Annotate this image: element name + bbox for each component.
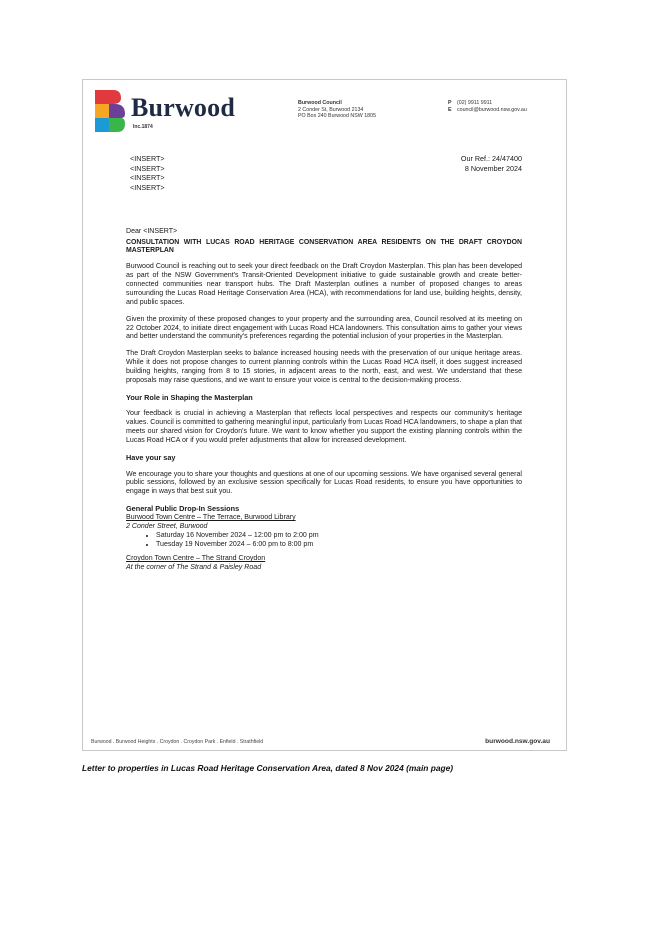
email-address: council@burwood.nsw.gov.au	[457, 106, 527, 113]
logo-shape-red	[95, 90, 121, 104]
council-name: Burwood Council	[298, 100, 342, 106]
letter-body	[126, 228, 522, 573]
our-reference: Our Ref.: 24/47400	[460, 154, 522, 163]
venue-croydon-address: At the corner of The Strand & Paisley Road	[126, 564, 262, 572]
footer-suburbs: Burwood . Burwood Heights . Croydon . Croydon Park . Enfield . Strathfield	[91, 739, 264, 745]
recipient-line: <INSERT>	[130, 173, 165, 183]
reference-block	[461, 154, 522, 173]
logo-shape-blue	[95, 118, 109, 132]
venue-burwood-address: 2 Conder Street, Burwood	[126, 522, 208, 530]
venue-burwood: Burwood Town Centre – The Terrace, Burwood Library	[126, 514, 296, 521]
email-line	[448, 107, 527, 114]
role-heading: Your Role in Shaping the Masterplan	[126, 392, 253, 402]
logo-shape-orange	[95, 104, 109, 118]
council-address-line: 2 Conder St, Burwood 2134	[298, 106, 364, 113]
recipient-address	[130, 154, 165, 192]
have-your-say-heading: Have your say	[126, 452, 176, 462]
recipient-line: <INSERT>	[130, 182, 165, 192]
burwood-logo-icon	[93, 88, 127, 134]
salutation: Dear <INSERT>	[126, 228, 178, 235]
session-times-list	[126, 532, 522, 550]
subject-line: CONSULTATION WITH LUCAS ROAD HERITAGE CONSERVATION AREA RESIDENTS ON THE DRAFT CROYDON MASTERPLAN	[126, 238, 522, 255]
recipient-line: <INSERT>	[130, 163, 165, 173]
phone-line	[448, 100, 527, 107]
figure-caption: Letter to properties in Lucas Road Heritage Conservation Area, dated 8 Nov 2024 (main page)	[82, 763, 454, 773]
council-address-block	[298, 100, 376, 120]
role-paragraph: Your feedback is crucial in achieving a Masterplan that reflects local perspectives and respects our community's heritage values. Council is committed to gathering meaningful input, particularly from Lucas Road HCA landowners, to shape a plan that meets our shared vision for Croydon's future. We want to know whether you support the existing planning controls within the Lucas Road HCA or if you would prefer adjustments that allow for increased development.	[126, 410, 523, 444]
council-address-line: PO Box 240 Burwood NSW 1805	[298, 113, 377, 120]
phone-label: P	[448, 100, 452, 106]
logo-shape-green	[109, 118, 125, 132]
sessions-heading: General Public Drop-In Sessions	[126, 504, 240, 514]
letter-page	[82, 79, 567, 751]
session-time: • Saturday 16 November 2024 – 12:00 pm to 2:00 pm	[156, 532, 522, 541]
brand-name: Burwood	[131, 93, 235, 122]
council-contact-block	[448, 100, 527, 113]
email-label: E	[448, 106, 452, 113]
session-time: • Tuesday 19 November 2024 – 6:00 pm to 8:00 pm	[156, 541, 522, 550]
phone-number: (02) 9911 9911	[457, 100, 493, 106]
footer-website: burwood.nsw.gov.au	[485, 738, 550, 745]
body-paragraph: The Draft Croydon Masterplan seeks to balance increased housing needs with the preservation of our unique heritage areas. While it does not propose changes to current planning controls within the Lucas Road HCA itself, it does suggest increased building heights, ranging from 8 to 15 stories, in adjacent areas to the north, east, and west. We understand that these proposals may raise questions, and we want to ensure your voice is central to the decision-making process.	[126, 350, 522, 384]
recipient-line: <INSERT>	[130, 154, 165, 163]
body-paragraph: Given the proximity of these proposed changes to your property and the surrounding area, Council resolved at its meeting on 22 October 2024, to initiate direct engagement with Lucas Road HCA landowners. This consultation aims to gather your views and better understand the community's preferences regarding the potential inclusion of your properties in the Masterplan.	[126, 315, 522, 341]
have-your-say-paragraph: We encourage you to share your thoughts and questions at one of our upcoming sessions. We have organised several general public sessions, followed by an exclusive session specifically for Lucas Road residents, to ensure you have opportunities to engage in ways that best suit you.	[126, 470, 522, 496]
logo-shape-purple	[109, 104, 125, 118]
brand-incorporation: Inc.1874	[133, 124, 153, 130]
letter-date: 8 November 2024	[464, 163, 522, 173]
body-paragraph: Burwood Council is reaching out to seek your direct feedback on the Draft Croydon Masterplan. This plan has been developed as part of the NSW Government's Transit-Oriented Development initiative to guide sustainable growth and create better-connected communities near transport hubs. The Draft Masterplan outlines a number of proposed changes to areas surrounding the Lucas Road Heritage Conservation Area (HCA), with recommendations for land use, building heights, density, and public spaces.	[126, 263, 522, 306]
venue-croydon: Croydon Town Centre – The Strand Croydon	[126, 555, 266, 563]
